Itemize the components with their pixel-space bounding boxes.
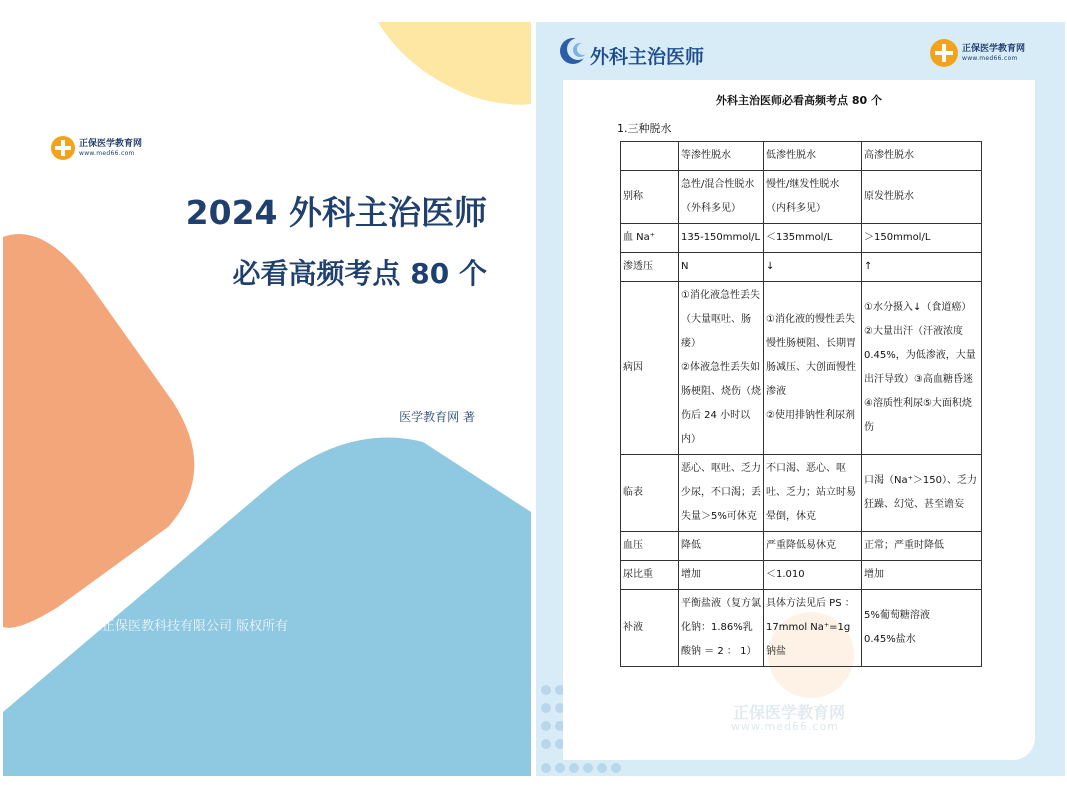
- table-row: [621, 532, 982, 561]
- cover-page: [3, 22, 531, 776]
- table-row: [621, 171, 982, 224]
- cover-copyright: 北京正保医教科技有限公司 版权所有: [76, 619, 289, 634]
- table-header-row: [621, 142, 982, 171]
- table-cell: 严重降低易休克: [764, 532, 862, 561]
- table-cell: ①消化液急性丢失（大量呕吐、肠瘘） ②体液急性丢失如肠梗阻、烧伤（烧伤后 24 小时以内）: [679, 282, 764, 455]
- row-label: 渗透压: [621, 253, 679, 282]
- table-cell: 增加: [862, 561, 982, 590]
- row-label: 病因: [621, 282, 679, 455]
- table-cell: ↓: [764, 253, 862, 282]
- table-cell: 降低: [679, 532, 764, 561]
- table-cell: 平衡盐液（复方氯化钠：1.86%乳酸钠 ＝ 2 ： 1）: [679, 590, 764, 667]
- table-cell: ↑: [862, 253, 982, 282]
- logo-url: www.med66.com: [962, 54, 1018, 62]
- doc-logo: [930, 39, 1025, 67]
- table-row: [621, 253, 982, 282]
- logo-name: 正保医学教育网: [79, 138, 143, 149]
- doc-header: [536, 22, 1065, 78]
- row-label: 临表: [621, 455, 679, 532]
- row-label: 补液: [621, 590, 679, 667]
- watermark-name: 正保医学教育网: [733, 703, 846, 722]
- table-cell: 不口渴、恶心、呕吐、乏力；站立时易晕倒，休克: [764, 455, 862, 532]
- table-header-cell: [621, 142, 679, 171]
- cover-title: 2024 外科主治医师: [185, 193, 487, 232]
- table-row: [621, 282, 982, 455]
- table-row: [621, 455, 982, 532]
- watermark-url: www.med66.com: [731, 720, 839, 733]
- table-header-cell: 等渗性脱水: [679, 142, 764, 171]
- table-cell: 口渴（Na⁺＞150）、乏力狂躁、幻觉、甚至谵妄: [862, 455, 982, 532]
- table-cell: N: [679, 253, 764, 282]
- table-cell: 慢性/继发性脱水（内科多见）: [764, 171, 862, 224]
- table-header-cell: 高渗性脱水: [862, 142, 982, 171]
- table-cell: 急性/混合性脱水 （外科多见）: [679, 171, 764, 224]
- dehydration-table: [620, 141, 982, 667]
- table-row: [621, 590, 982, 667]
- document-page: [536, 22, 1065, 776]
- table-cell: 5%葡萄糖溶液 0.45%盐水: [862, 590, 982, 667]
- row-label: 血 Na⁺: [621, 224, 679, 253]
- table-cell: 恶心、呕吐、乏力少尿，不口渴；丢失量＞5%可休克: [679, 455, 764, 532]
- table-cell: ①水分摄入↓（食道癌） ②大量出汗（汗液浓度 0.45%，为低渗液，大量出汗导致）③高血糖昏迷 ④溶质性利尿⑤大面积烧伤: [862, 282, 982, 455]
- table-row: [621, 224, 982, 253]
- row-label: 血压: [621, 532, 679, 561]
- cover-logo: [51, 136, 142, 160]
- row-label: 尿比重: [621, 561, 679, 590]
- table-header-cell: 低渗性脱水: [764, 142, 862, 171]
- brand-title: 外科主治医师: [590, 46, 705, 68]
- document-sheet: [563, 80, 1035, 760]
- logo-name: 正保医学教育网: [962, 43, 1026, 54]
- sheet-title: 外科主治医师必看高频考点 80 个: [716, 94, 882, 107]
- table-cell: ＜1.010: [764, 561, 862, 590]
- table-cell: 原发性脱水: [862, 171, 982, 224]
- table-cell: 正常；严重时降低: [862, 532, 982, 561]
- table-cell: ＞150mmol/L: [862, 224, 982, 253]
- cover-author: 医学教育网 著: [399, 410, 475, 424]
- table-cell: ＜135mmol/L: [764, 224, 862, 253]
- section-label: 1.三种脱水: [617, 122, 672, 135]
- logo-url: www.med66.com: [79, 149, 135, 157]
- cover-subtitle: 必看高频考点 80 个: [232, 257, 487, 290]
- table-cell: ①消化液的慢性丢失慢性肠梗阻、长期胃肠减压、大创面慢性渗液 ②使用排钠性利尿剂: [764, 282, 862, 455]
- table-row: [621, 561, 982, 590]
- orange-blob: [3, 234, 194, 628]
- logo-cross-icon: [930, 39, 958, 67]
- brand-swirl-icon: [558, 36, 588, 66]
- logo-cross-icon: [51, 136, 75, 160]
- table-cell: 135-150mmol/L: [679, 224, 764, 253]
- table-cell: 具体方法见后 PS ： 17mmol Na⁺=1g 钠盐: [764, 590, 862, 667]
- row-label: 别称: [621, 171, 679, 224]
- yellow-blob: [378, 22, 531, 105]
- table-cell: 增加: [679, 561, 764, 590]
